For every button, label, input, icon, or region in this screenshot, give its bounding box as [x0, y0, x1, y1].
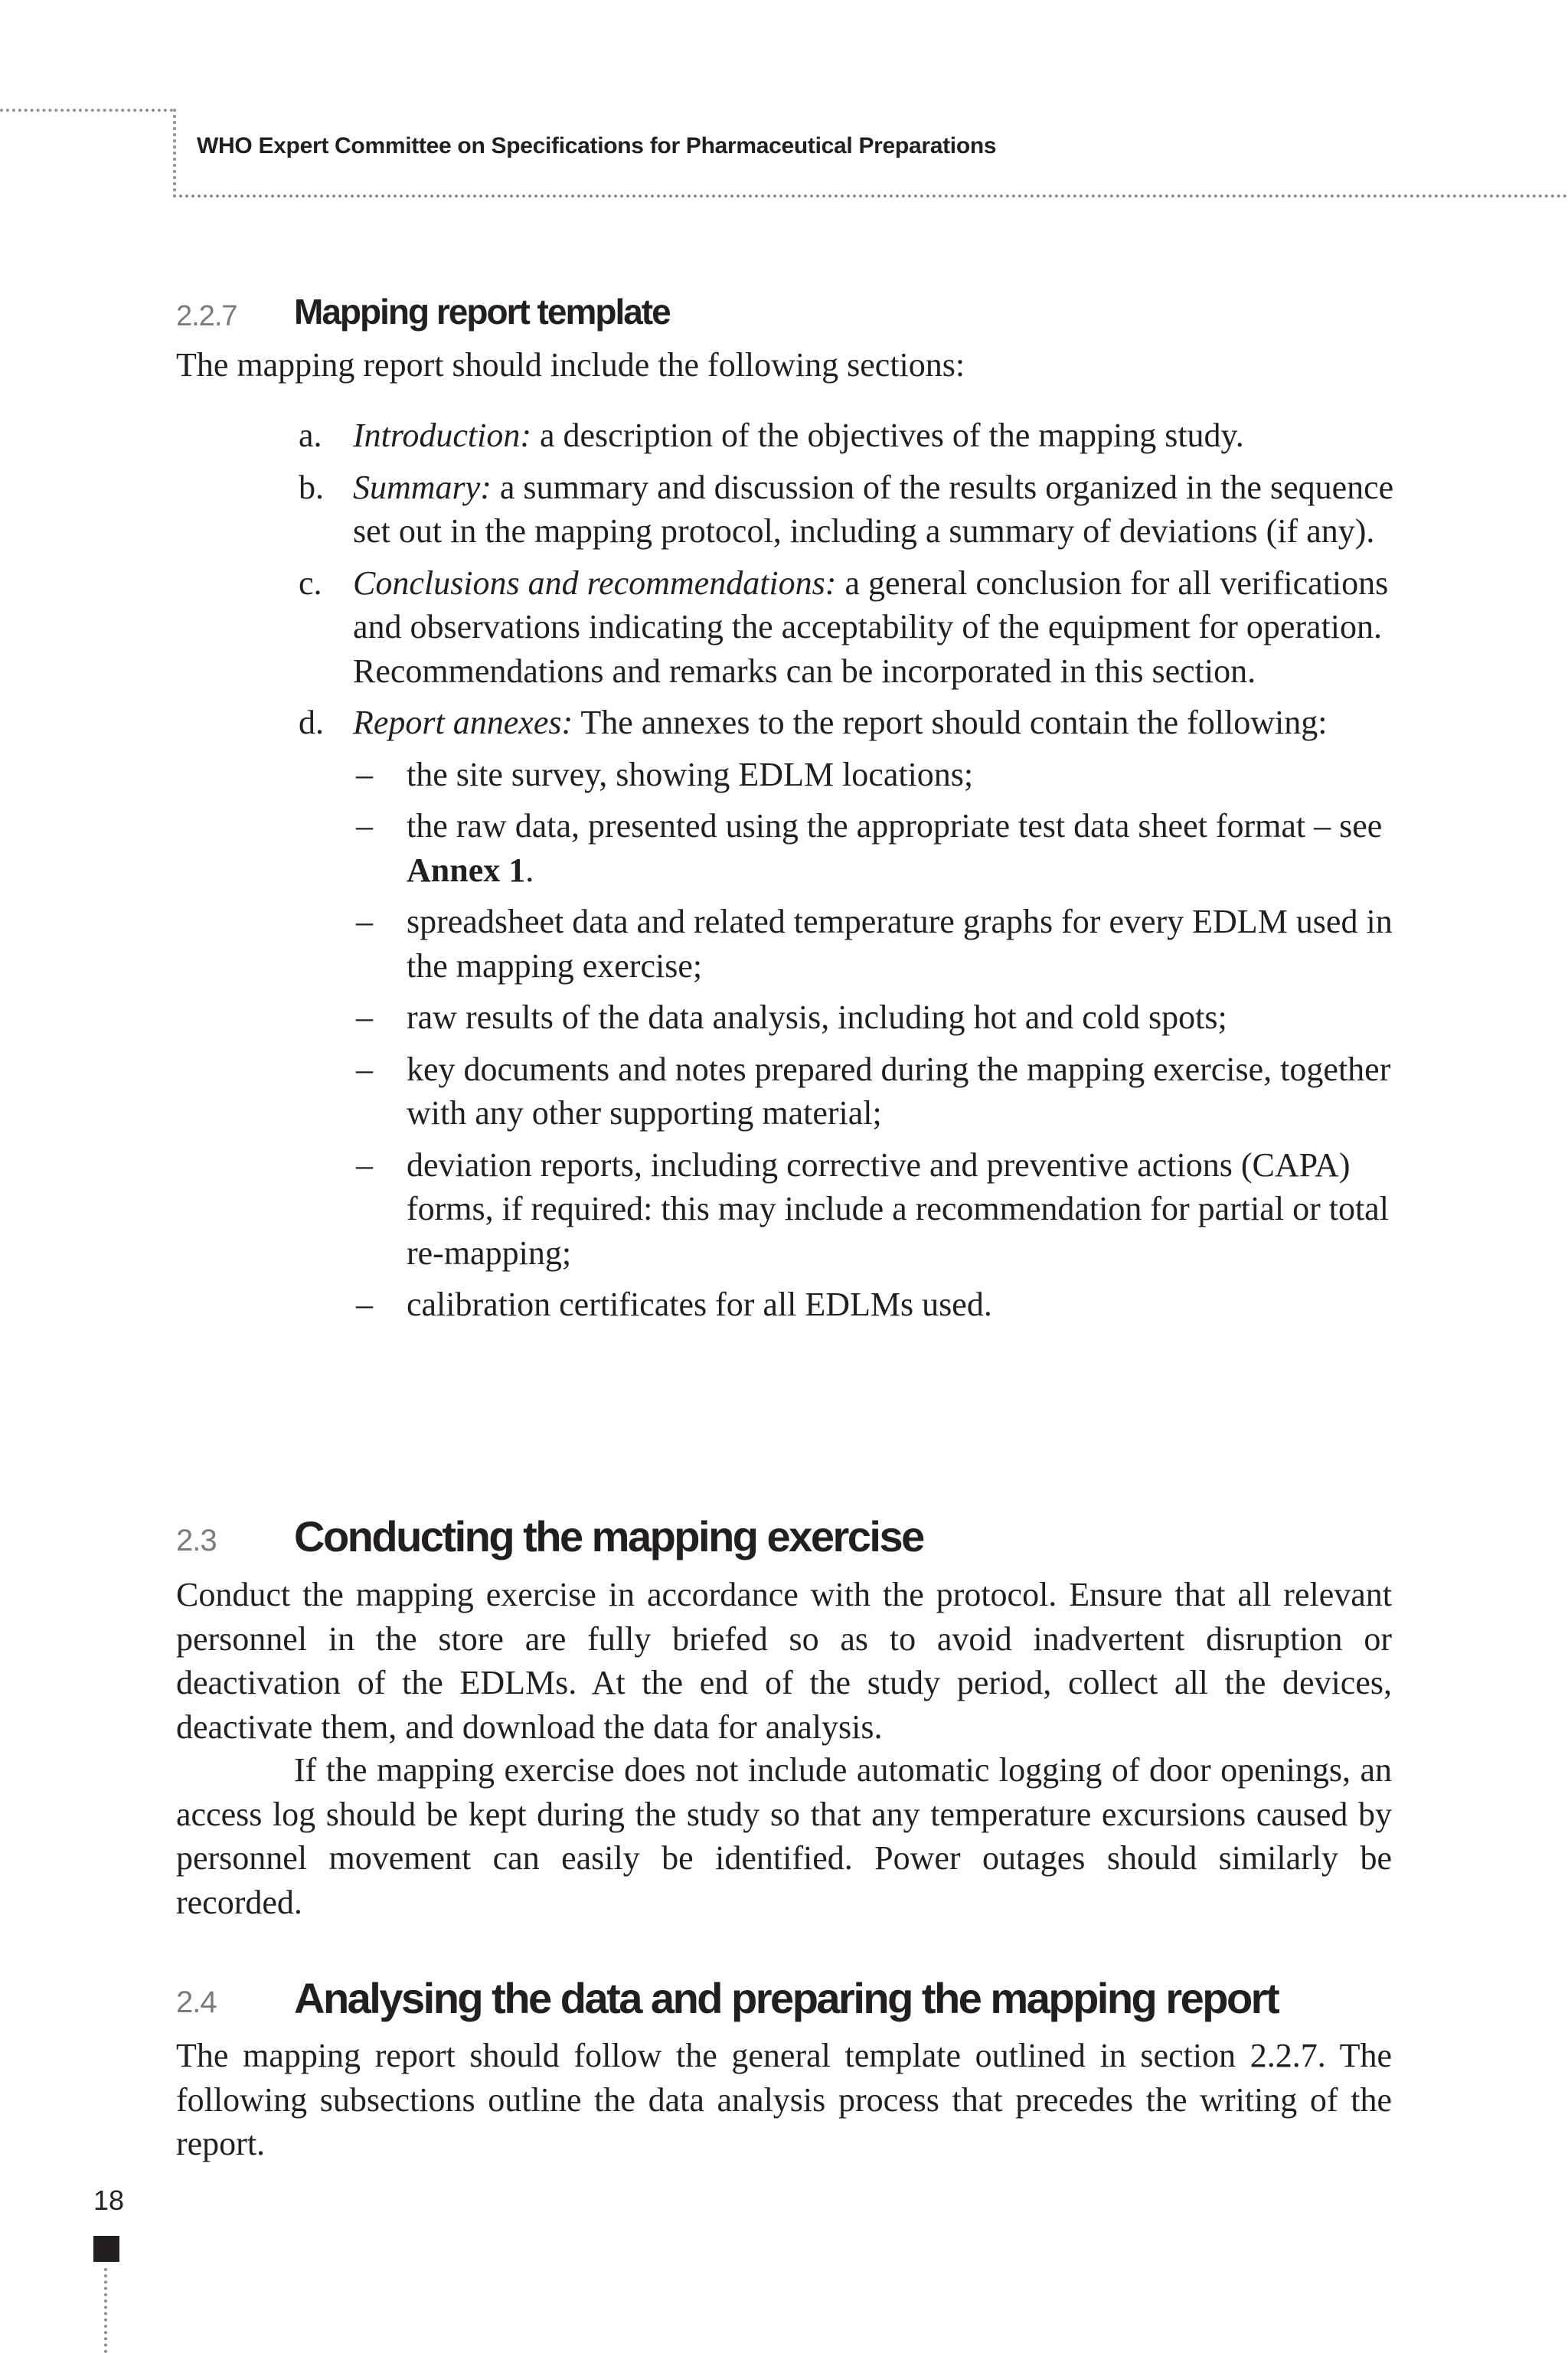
annex-text-end: . — [525, 851, 534, 889]
section-paragraph: Conduct the mapping exercise in accordance with the protocol. Ensure that all relevant personnel in the store are fully briefed so as to avoid inadvertent disruption or deactivation of the EDLMs. At the end of the study period, collect all the devices, deactivate them, and download the data for analysis. — [176, 1576, 1392, 1746]
annex-text: deviation reports, including corrective and preventive actions (CAPA) forms, if required: this may include a recommendation for partial or total re-mapping; — [407, 1145, 1389, 1272]
dash-marker: – — [356, 755, 373, 793]
annex-item — [353, 1143, 1401, 1276]
item-label: Introduction: — [353, 417, 531, 454]
annex-item — [353, 1283, 1401, 1327]
list-item — [299, 561, 1401, 694]
report-sections-list — [299, 413, 1401, 1335]
annex-text: the raw data, presented using the appropriate test data sheet format – see — [407, 807, 1383, 845]
header-dotted-rule-vertical — [173, 109, 176, 198]
annex-item — [353, 804, 1401, 892]
section-paragraph: The mapping report should follow the general template outlined in section 2.2.7. The following subsections outline the data analysis process that precedes the writing of the report. — [176, 2037, 1392, 2162]
dash-marker: – — [356, 807, 373, 845]
section-number: 2.2.7 — [176, 300, 237, 332]
item-label: Report annexes: — [353, 704, 573, 741]
annex-text: calibration certificates for all EDLMs used. — [407, 1286, 992, 1323]
footer-dotted-rule — [104, 2268, 107, 2353]
list-marker: a. — [299, 417, 322, 454]
item-label: Conclusions and recommendations: — [353, 564, 837, 602]
dash-marker: – — [356, 1145, 373, 1184]
annex-item — [353, 900, 1401, 988]
list-marker: c. — [299, 564, 322, 602]
dash-marker: – — [356, 998, 373, 1036]
dash-marker: – — [356, 1286, 373, 1323]
annex-text: raw results of the data analysis, including hot and cold spots; — [407, 998, 1227, 1036]
list-marker: b. — [299, 468, 324, 506]
annex-text: the site survey, showing EDLM locations; — [407, 755, 974, 793]
annex-reference: Annex 1 — [407, 851, 526, 889]
item-label: Summary: — [353, 468, 492, 506]
list-marker: d. — [299, 704, 324, 741]
annex-item — [353, 753, 1401, 797]
section-number: 2.4 — [176, 1985, 217, 2019]
annex-text: spreadsheet data and related temperature graphs for every EDLM used in the mapping exercise; — [407, 903, 1393, 985]
page-number: 18 — [93, 2185, 125, 2216]
section-paragraph-indented — [176, 1748, 1392, 1924]
running-head: WHO Expert Committee on Specifications for Pharmaceutical Preparations — [197, 133, 997, 159]
list-item — [299, 413, 1401, 458]
item-text: The annexes to the report should contain the following: — [573, 704, 1328, 741]
annex-item — [353, 995, 1401, 1040]
section-number: 2.3 — [176, 1524, 217, 1557]
item-text: a description of the objectives of the mapping study. — [531, 417, 1244, 454]
section-title: Mapping report template — [294, 292, 670, 332]
section-intro: The mapping report should include the following sections: — [176, 346, 965, 384]
paragraph-text: If the mapping exercise does not include automatic logging of door openings, an access log should be kept during the study so that any temperature excursions caused by personnel movement can easily be identified. Power outages should similarly be recorded. — [176, 1751, 1392, 1921]
page-marker-square — [93, 2236, 119, 2262]
section-title: Analysing the data and preparing the mapping report — [294, 1974, 1279, 2022]
dash-marker: – — [356, 1050, 373, 1088]
item-text: a summary and discussion of the results organized in the sequence set out in the mapping protocol, including a summary of deviations (if any). — [353, 468, 1394, 550]
annex-list — [353, 753, 1401, 1327]
annex-text: key documents and notes prepared during the mapping exercise, together with any other supporting material; — [407, 1050, 1391, 1132]
list-item — [299, 466, 1401, 554]
item-text: a general conclusion for all verifications and observations indicating the acceptability of the equipment for operation. Recommendations and remarks can be incorporated in this section. — [353, 564, 1389, 690]
annex-item — [353, 1047, 1401, 1136]
section-title: Conducting the mapping exercise — [294, 1512, 923, 1560]
list-item — [299, 701, 1401, 1327]
dash-marker: – — [356, 903, 373, 940]
header-dotted-rule-bottom — [173, 194, 1568, 198]
header-dotted-rule-top — [0, 109, 173, 112]
